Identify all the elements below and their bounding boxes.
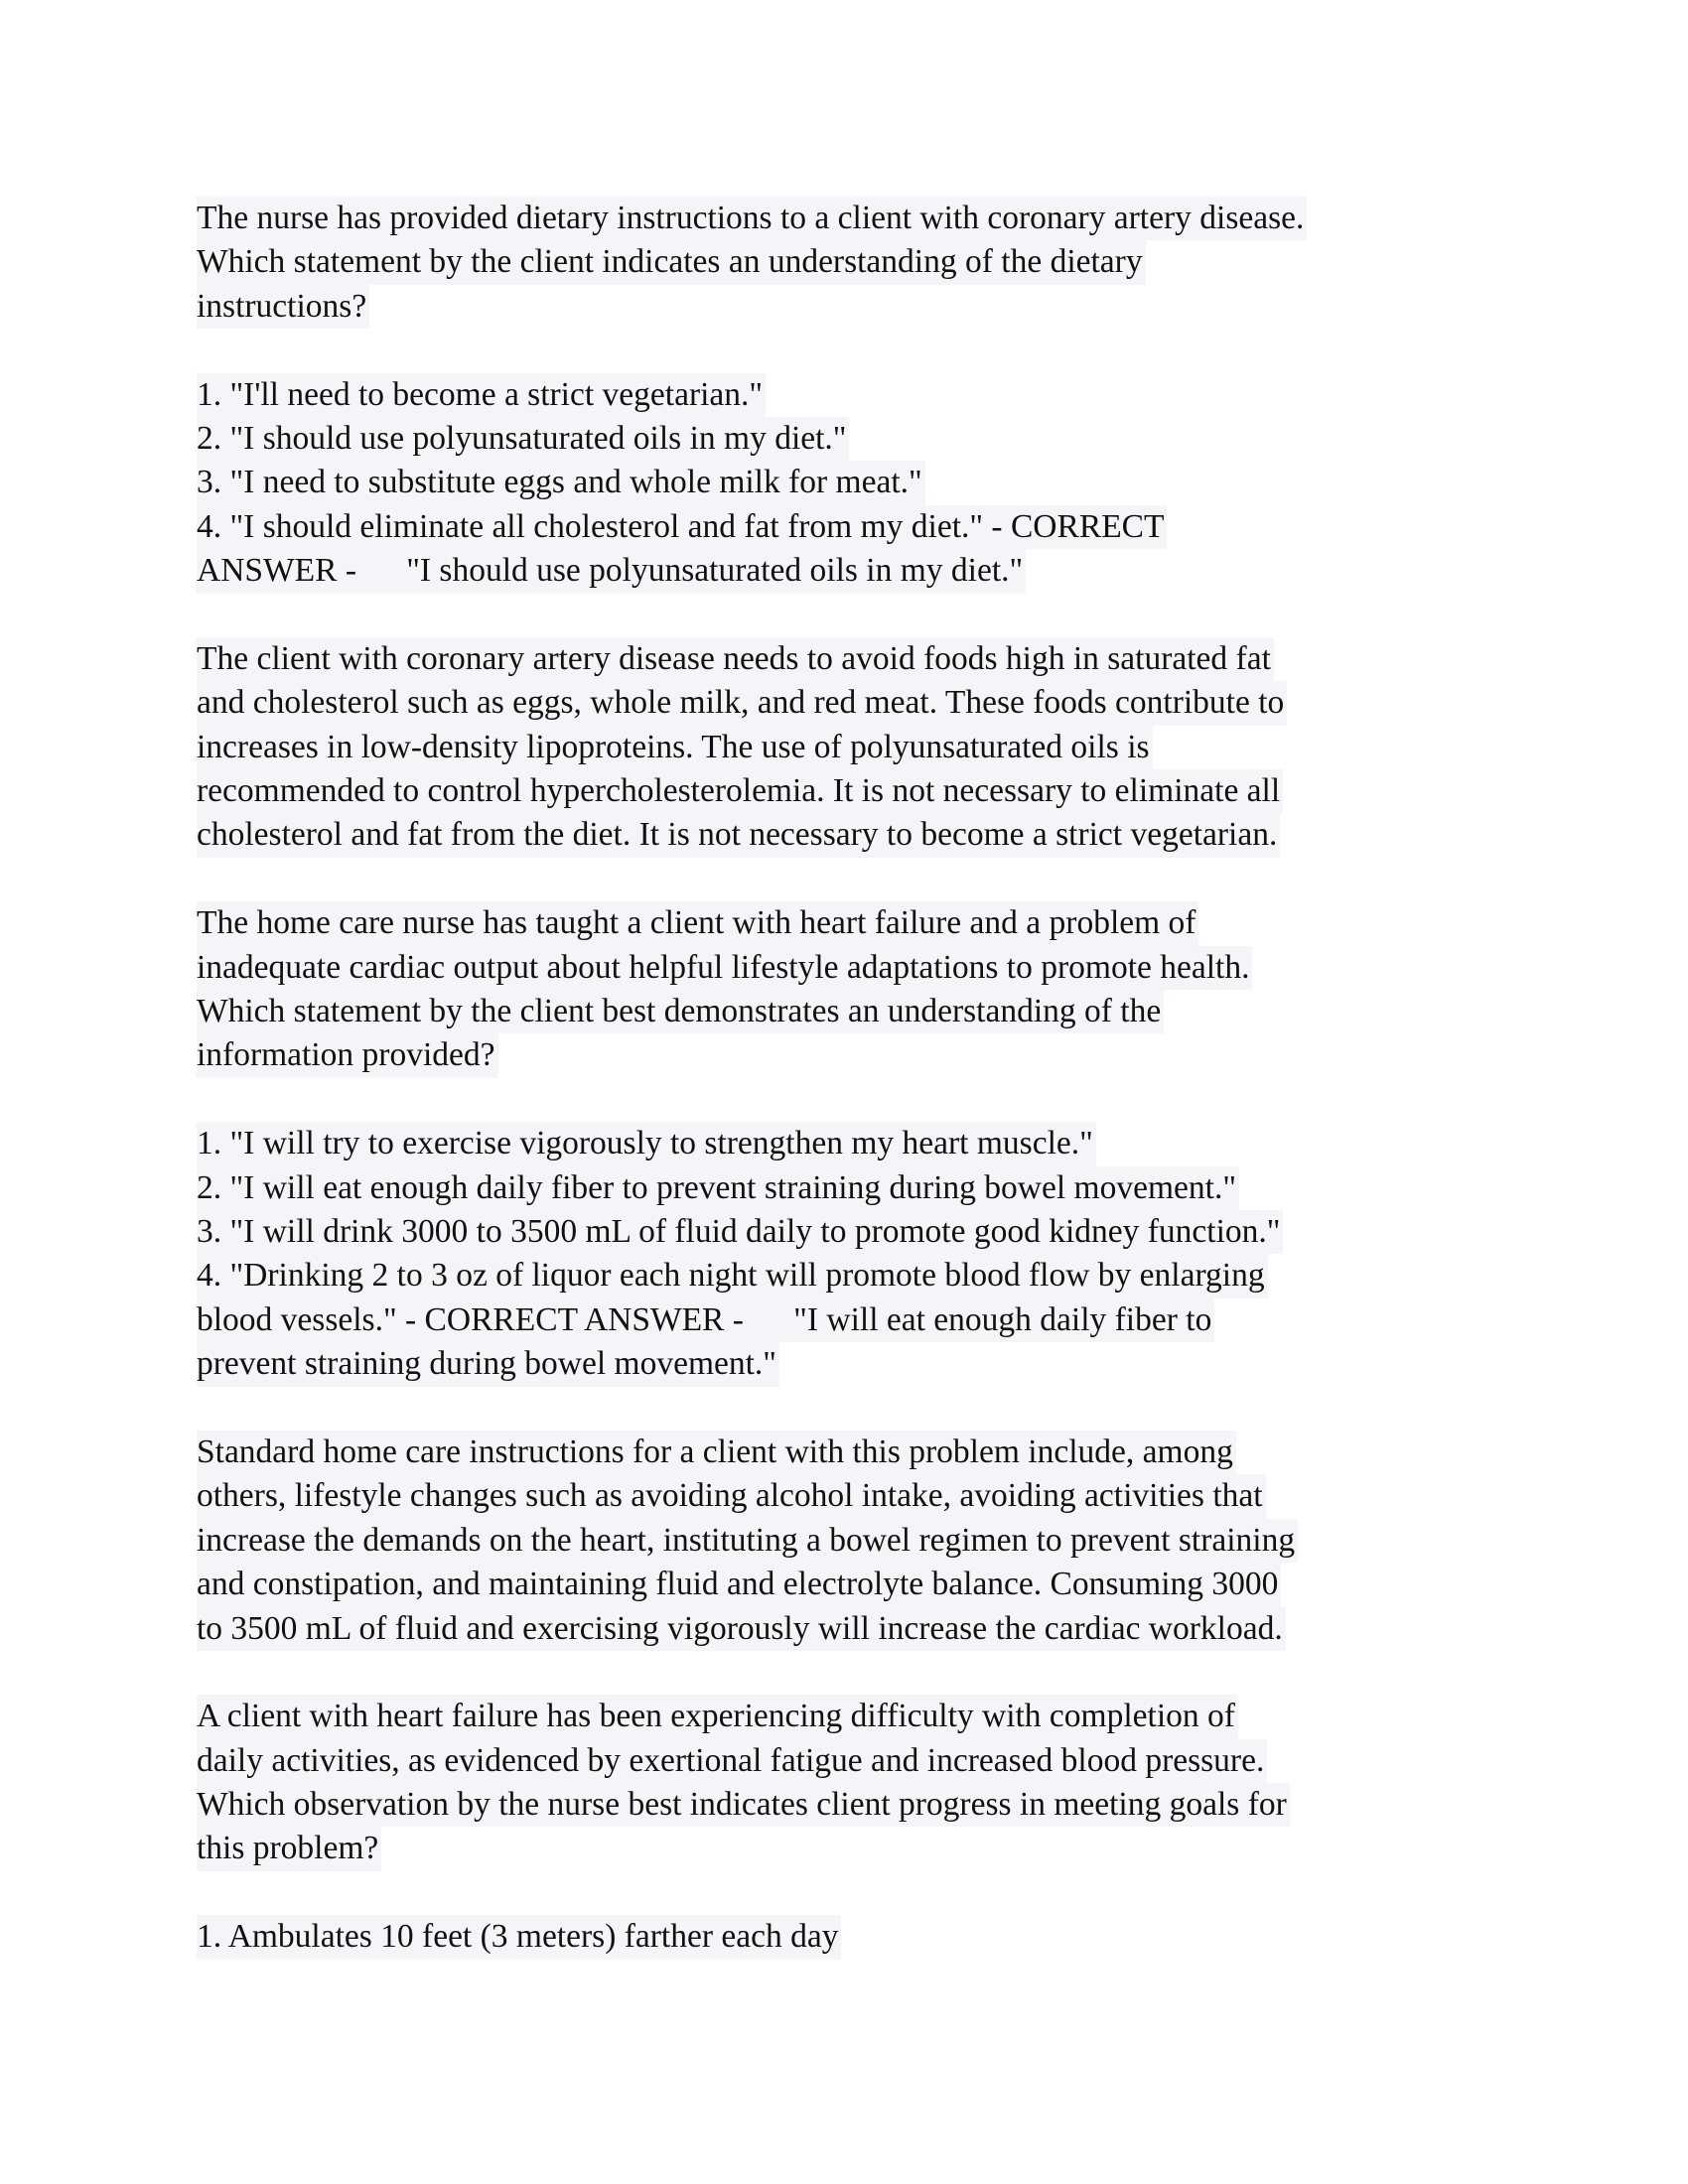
text-line bbox=[197, 1254, 1527, 1297]
paragraph bbox=[197, 1431, 1527, 1651]
text-line-content: The nurse has provided dietary instructions to a client with coronary artery disease. bbox=[197, 197, 1307, 240]
text-line bbox=[197, 373, 1527, 417]
text-line-content: Which statement by the client best demonstrates an understanding of the bbox=[197, 990, 1164, 1033]
text-line-content: 4. "Drinking 2 to 3 oz of liquor each night will promote blood flow by enlarging bbox=[197, 1254, 1268, 1297]
text-line-content: 4. "I should eliminate all cholesterol and fat from my diet." - CORRECT bbox=[197, 505, 1167, 549]
text-line bbox=[197, 1695, 1527, 1738]
text-line-content: recommended to control hypercholesterolemia. It is not necessary to eliminate all bbox=[197, 769, 1283, 813]
text-line bbox=[197, 1166, 1527, 1210]
text-line-content: 1. Ambulates 10 feet (3 meters) farther each day bbox=[197, 1915, 841, 1959]
text-line bbox=[197, 1915, 1527, 1959]
text-line-content: inadequate cardiac output about helpful lifestyle adaptations to promote health. bbox=[197, 946, 1252, 990]
text-line-content: Which observation by the nurse best indicates client progress in meeting goals for bbox=[197, 1783, 1290, 1827]
text-line-content: 3. "I will drink 3000 to 3500 mL of fluid daily to promote good kidney function." bbox=[197, 1210, 1283, 1254]
text-line-content: 2. "I will eat enough daily fiber to prevent straining during bowel movement." bbox=[197, 1166, 1239, 1210]
text-line-content: 1. "I'll need to become a strict vegetarian." bbox=[197, 373, 766, 417]
paragraph bbox=[197, 197, 1527, 329]
text-line-content: Standard home care instructions for a client with this problem include, among bbox=[197, 1431, 1236, 1474]
text-line-content: 3. "I need to substitute eggs and whole milk for meat." bbox=[197, 461, 925, 504]
text-line-content: and constipation, and maintaining fluid and electrolyte balance. Consuming 3000 bbox=[197, 1563, 1281, 1606]
text-line bbox=[197, 505, 1527, 549]
text-line bbox=[197, 1563, 1527, 1606]
text-line bbox=[197, 1739, 1527, 1783]
paragraph bbox=[197, 1122, 1527, 1386]
text-line-content: others, lifestyle changes such as avoiding alcohol intake, avoiding activities that bbox=[197, 1474, 1266, 1518]
text-line bbox=[197, 946, 1527, 990]
text-line-content: The home care nurse has taught a client with heart failure and a problem of bbox=[197, 901, 1198, 945]
text-line bbox=[197, 1122, 1527, 1165]
text-line bbox=[197, 1474, 1527, 1518]
text-line-content: instructions? bbox=[197, 285, 369, 329]
text-line-content: and cholesterol such as eggs, whole milk, and red meat. These foods contribute to bbox=[197, 681, 1287, 725]
text-line-content: blood vessels." - CORRECT ANSWER - "I will eat enough daily fiber to bbox=[197, 1298, 1214, 1342]
text-line-content: Which statement by the client indicates an understanding of the dietary bbox=[197, 240, 1146, 284]
text-line bbox=[197, 681, 1527, 725]
text-line bbox=[197, 990, 1527, 1033]
text-line-content: cholesterol and fat from the diet. It is not necessary to become a strict vegetarian. bbox=[197, 813, 1280, 857]
text-line-content: to 3500 mL of fluid and exercising vigorously will increase the cardiac workload. bbox=[197, 1607, 1286, 1651]
text-line-content: increases in low-density lipoproteins. The use of polyunsaturated oils is bbox=[197, 726, 1153, 769]
text-line-content: 1. "I will try to exercise vigorously to strengthen my heart muscle." bbox=[197, 1122, 1096, 1165]
text-line bbox=[197, 461, 1527, 504]
paragraph bbox=[197, 373, 1527, 594]
text-line bbox=[197, 240, 1527, 284]
text-line bbox=[197, 549, 1527, 593]
text-line-content: increase the demands on the heart, instituting a bowel regimen to prevent straining bbox=[197, 1519, 1298, 1563]
text-line bbox=[197, 1783, 1527, 1827]
text-line bbox=[197, 285, 1527, 329]
text-line bbox=[197, 637, 1527, 681]
text-line bbox=[197, 197, 1527, 240]
text-line bbox=[197, 417, 1527, 461]
text-line bbox=[197, 1342, 1527, 1386]
text-line-content: ANSWER - "I should use polyunsaturated oils in my diet." bbox=[197, 549, 1026, 593]
text-line bbox=[197, 1033, 1527, 1077]
text-line-content: this problem? bbox=[197, 1827, 381, 1870]
text-line-content: prevent straining during bowel movement." bbox=[197, 1342, 779, 1386]
text-line-content: information provided? bbox=[197, 1033, 498, 1077]
text-line bbox=[197, 1519, 1527, 1563]
text-line bbox=[197, 901, 1527, 945]
text-line-content: 2. "I should use polyunsaturated oils in my diet." bbox=[197, 417, 849, 461]
text-line-content: daily activities, as evidenced by exertional fatigue and increased blood pressure. bbox=[197, 1739, 1267, 1783]
paragraph bbox=[197, 637, 1527, 858]
text-line bbox=[197, 1827, 1527, 1870]
text-line bbox=[197, 813, 1527, 857]
paragraph bbox=[197, 1695, 1527, 1871]
text-line bbox=[197, 1431, 1527, 1474]
text-line bbox=[197, 1210, 1527, 1254]
document-page bbox=[197, 197, 1527, 2003]
text-line bbox=[197, 1298, 1527, 1342]
text-line-content: A client with heart failure has been experiencing difficulty with completion of bbox=[197, 1695, 1238, 1738]
paragraph bbox=[197, 901, 1527, 1078]
text-line bbox=[197, 769, 1527, 813]
text-line-content: The client with coronary artery disease needs to avoid foods high in saturated fat bbox=[197, 637, 1274, 681]
text-line bbox=[197, 1607, 1527, 1651]
text-line bbox=[197, 726, 1527, 769]
paragraph bbox=[197, 1915, 1527, 1959]
